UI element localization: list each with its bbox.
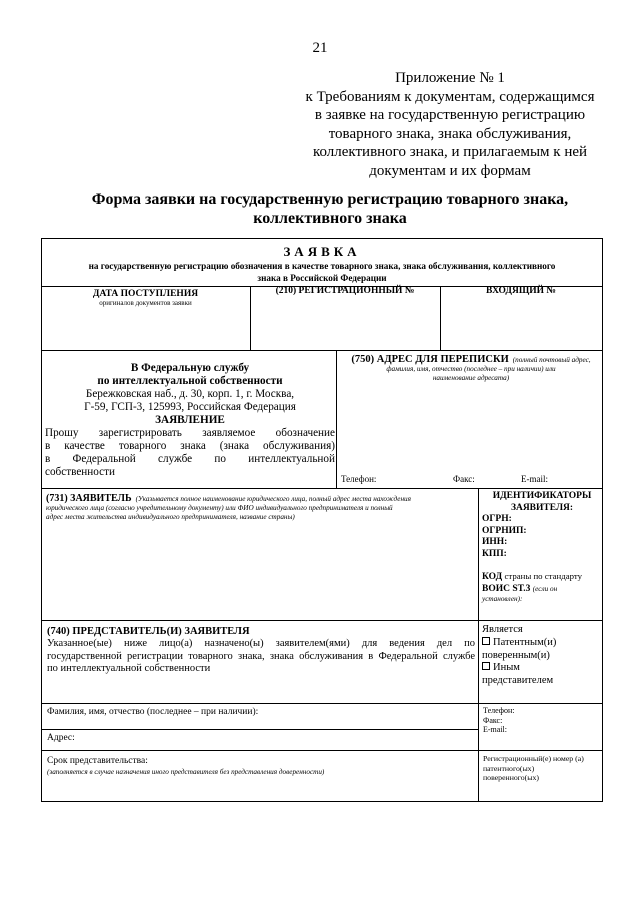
country-code-text: страны по стандарту	[504, 571, 583, 581]
divider	[41, 703, 603, 704]
statement-text-line: собственности	[45, 466, 115, 478]
patent-attorney-label: поверенным(и)	[482, 649, 550, 661]
representative-type-label: Является	[482, 624, 523, 635]
applicant-title: (731) ЗАЯВИТЕЛЬ	[46, 493, 132, 504]
correspondence-title: (750) АДРЕС ДЛЯ ПЕРЕПИСКИ	[351, 354, 509, 365]
wipo-note: установлен):	[482, 595, 523, 603]
representative-text-line: по интеллектуальной собственности	[47, 663, 211, 675]
identifiers-title: ЗАЯВИТЕЛЯ:	[510, 502, 574, 513]
correspondence-note: фамилия, имя, отчество (последнее – при наличии) или	[386, 365, 556, 373]
applicant-note: юридического лица (согласно учредительному документу) или ФИО индивидуального предпринимателя и полный	[46, 504, 393, 512]
incoming-number-label: ВХОДЯЩИЙ №	[486, 286, 556, 296]
statement-heading: ЗАЯВЛЕНИЕ	[155, 414, 225, 426]
kpp-label: КПП:	[482, 548, 507, 559]
representative-title: (740) ПРЕДСТАВИТЕЛЬ(И) ЗАЯВИТЕЛЯ	[47, 626, 250, 637]
form-title	[40, 190, 620, 228]
representative-phone-label: Телефон:	[483, 706, 515, 715]
representation-term-note: (заполняется в случае назначения иного представителя без представления доверенности)	[47, 768, 325, 776]
representative-name-label: Фамилия, имя, отчество (последнее – при наличии):	[47, 707, 259, 717]
appendix-line: документам и их формам	[369, 162, 531, 179]
divider	[336, 350, 337, 488]
divider	[41, 488, 603, 489]
receipt-date-note: оригиналов документов заявки	[99, 299, 192, 307]
attorney-registration-label: Регистрационный(е) номер (а)	[483, 754, 584, 763]
inn-label: ИНН:	[482, 537, 508, 547]
application-title: ЗАЯВКА	[283, 244, 361, 259]
registration-number-label: (210) РЕГИСТРАЦИОННЫЙ №	[275, 286, 415, 296]
wipo-standard-label: ВОИС ST.3	[482, 583, 531, 594]
divider	[41, 620, 603, 621]
applicant-identifiers	[482, 491, 602, 604]
ogrn-label: ОГРН:	[482, 514, 512, 524]
representative-address-label: Адрес:	[47, 733, 75, 743]
correspondence-note: (полный почтовый адрес,	[512, 356, 591, 364]
patent-attorney-label: Патентным(и)	[493, 636, 557, 648]
divider	[41, 350, 603, 351]
divider	[41, 750, 603, 751]
appendix-line: к Требованиям к документам, содержащимся	[305, 88, 595, 105]
ogrnip-label: ОГРНИП:	[482, 525, 527, 536]
identifiers-title: ИДЕНТИФИКАТОРЫ	[492, 491, 592, 501]
representation-term-label: Срок представительства:	[47, 756, 148, 766]
representative-email-label: E-mail:	[483, 725, 507, 735]
attorney-registration-numbers	[483, 754, 601, 783]
federal-line: В Федеральную службу	[130, 362, 250, 374]
other-representative-label: Иным	[493, 662, 520, 674]
divider	[478, 488, 479, 802]
attorney-registration-label: патентного(ых)	[483, 763, 535, 773]
country-code-label: КОД	[482, 572, 503, 582]
correspondence-note: наименование адресата)	[432, 374, 510, 382]
divider	[41, 729, 478, 730]
applicant-block	[46, 492, 476, 522]
appendix-line: Приложение № 1	[395, 70, 505, 86]
receipt-date-cell	[41, 289, 250, 307]
representative-text-line: государственной регистрации товарного знака, знака обслуживания в Федеральной службе	[47, 650, 475, 662]
subtitle-line: знака в Российской Федерации	[257, 273, 387, 283]
patent-attorney-checkbox[interactable]	[482, 637, 490, 645]
applicant-note: адрес места жительства индивидуального предпринимателя, название страны)	[46, 513, 295, 521]
form-title-line: коллективного знака	[253, 210, 407, 227]
application-header	[41, 244, 603, 284]
other-representative-label: представителем	[482, 675, 554, 687]
correspondence-email-label: E-mail:	[521, 474, 548, 484]
receipt-date-label: ДАТА ПОСТУПЛЕНИЯ	[92, 289, 199, 299]
appendix-line: коллективного знака, и прилагаемым к ней	[312, 144, 588, 161]
appendix-line: товарного знака, знака обслуживания,	[328, 125, 572, 142]
representative-fax-label: Факс:	[483, 715, 503, 725]
representative-block	[47, 626, 475, 676]
form-title-line: Форма заявки на государственную регистрацию товарного знака,	[91, 191, 569, 208]
federal-service-block	[45, 362, 335, 479]
subtitle-line: на государственную регистрацию обозначения в качестве товарного знака, знака обслуживания, коллективного	[88, 261, 556, 271]
federal-address-line: Бережковская наб., д. 30, корп. 1, г. Москва,	[85, 388, 295, 400]
appendix-line: в заявке на государственную регистрацию	[314, 107, 586, 124]
federal-address-line: Г-59, ГСП-3, 125993, Российская Федерация	[84, 401, 296, 413]
statement-text-line: в качестве товарного знака (знака обслуживания)	[45, 440, 335, 452]
correspondence-phone-label: Телефон:	[341, 474, 377, 484]
federal-line: по интеллектуальной собственности	[97, 375, 283, 387]
other-representative-checkbox[interactable]	[482, 662, 490, 670]
representative-contacts	[483, 706, 514, 735]
applicant-note: (Указывается полное наименование юридического лица, полный адрес места нахождения	[135, 495, 411, 503]
representative-type-block	[482, 624, 600, 688]
attorney-registration-label: поверенного(ых)	[483, 773, 540, 783]
correspondence-fax-label: Факс:	[453, 474, 475, 484]
correspondence-address-block	[340, 352, 602, 383]
statement-text-line: Прошу зарегистрировать заявляемое обозначение	[45, 427, 335, 439]
representative-text-line: Указанное(ые) ниже лицо(а) назначено(ы) заявителем(ями) для ведения дел по	[47, 638, 475, 650]
appendix-caption	[290, 69, 610, 181]
statement-text-line: в Федеральной службе по интеллектуальной	[45, 453, 335, 465]
page-number: 21	[312, 40, 328, 56]
wipo-note: (если он	[532, 584, 558, 593]
application-subtitle	[41, 260, 603, 284]
